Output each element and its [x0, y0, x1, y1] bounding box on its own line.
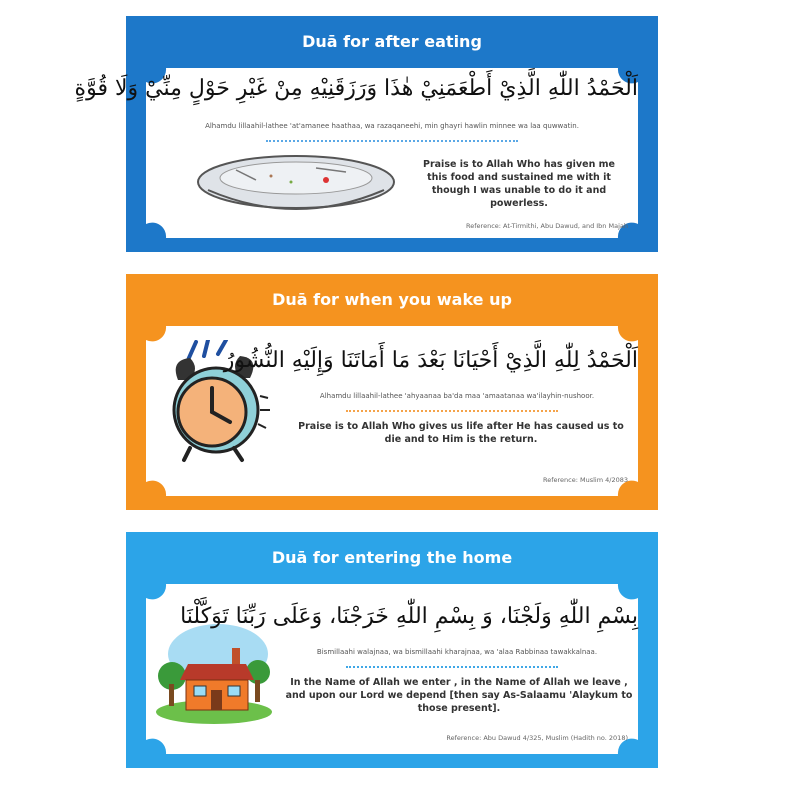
card-content: [146, 326, 638, 496]
card-title: Duā for after eating: [302, 32, 482, 51]
dotted-divider: [346, 410, 558, 412]
meaning-text: In the Name of Allah we enter , in the Name of Allah we leave , and upon our Lord we depend [then say As-Salaamu 'Alaykum to those present].: [285, 677, 633, 714]
dua-card-wake-up: [126, 274, 658, 510]
meaning-text: Praise is to Allah Who has given me this food and sustained me with it though I was unable to do it and powerless.: [423, 159, 615, 209]
transliteration-text: Alhamdu lillaahil-lathee 'ahyaanaa ba'da maa 'amaatanaa wa'ilayhin-nushoor.: [319, 392, 595, 400]
transliteration-text: Bismillaahi walajnaa, wa bismillaahi kharajnaa, wa 'alaa Rabbinaa tawakkalnaa.: [316, 648, 598, 656]
arabic-dua-text: اَلْحَمْدُ لِلّٰهِ الَّذِيْ أَحْيَانَا بَعْدَ مَا أَمَاتَنَا وَإِلَيْهِ النُّشُورُ: [223, 348, 638, 373]
dua-card-entering-home: [126, 532, 658, 768]
card-content: [146, 584, 638, 754]
arabic-dua-text: بِسْمِ اللّٰهِ وَلَجْنَا، وَ بِسْمِ اللّٰهِ خَرَجْنَا، وَعَلَى رَبِّنَا تَوَكَّلْنَا: [180, 604, 638, 629]
dotted-divider: [346, 666, 558, 668]
dotted-divider: [266, 140, 518, 142]
arabic-dua-text: اَلْحَمْدُ اللّٰهِ الَّذِيْ أَطْعَمَنِيْ هٰذَا وَرَزَقَنِيْهِ مِنْ غَيْرِ حَوْلٍ مِنِّيْ وَلَا قُوَّةٍ: [74, 76, 638, 101]
house-icon: [154, 618, 274, 724]
meaning-text: Praise is to Allah Who gives us life after He has caused us to die and to Him is the return.: [298, 421, 624, 445]
plate-icon: [196, 150, 396, 220]
reference-text: Reference: Abu Dawud 4/325, Muslim (Hadith no. 2018): [446, 734, 628, 742]
reference-text: Reference: Muslim 4/2083: [543, 476, 628, 484]
transliteration-text: Alhamdu lillaahil-lathee 'at'amanee haathaa, wa razaqaneehi, min ghayri hawlin minnee wa laa quwwatin.: [205, 122, 579, 130]
card-title: Duā for when you wake up: [272, 290, 512, 309]
reference-text: Reference: At-Tirmithi, Abu Dawud, and Ibn Majah: [466, 222, 628, 230]
card-content: [74, 68, 638, 238]
card-title: Duā for entering the home: [271, 548, 513, 567]
dua-card-after-eating: [74, 16, 658, 252]
